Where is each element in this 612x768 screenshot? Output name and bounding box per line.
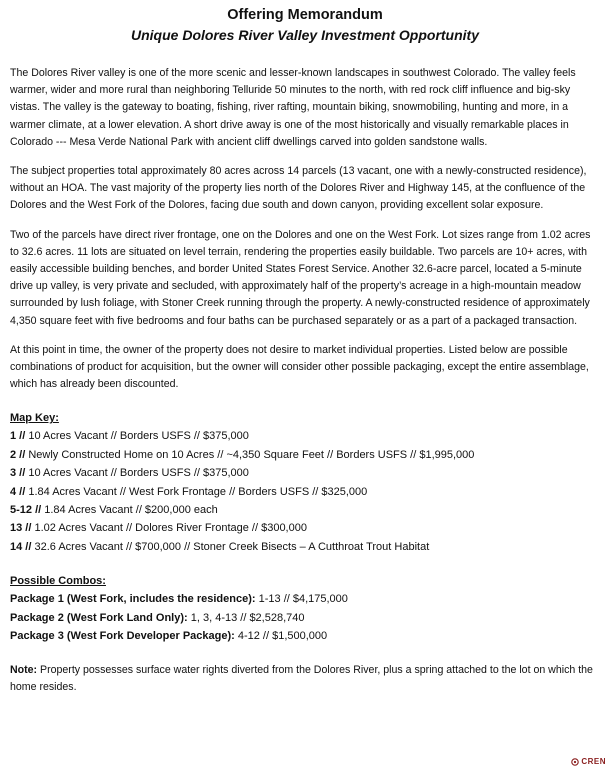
combo-description: 1-13 // $4,175,000: [255, 593, 348, 606]
combo-item: [10, 627, 600, 645]
map-key-description: 1.84 Acres Vacant // West Fork Frontage // Borders USFS // $325,000: [25, 485, 368, 498]
map-key-item: [10, 483, 600, 501]
combo-description: 4-12 // $1,500,000: [234, 630, 328, 643]
combo-label: Package 1 (West Fork, includes the residence):: [10, 593, 256, 606]
map-key-description: 1.84 Acres Vacant // $200,000 each: [41, 504, 218, 517]
map-key-number: 3 //: [10, 467, 26, 480]
combo-item: [10, 609, 600, 627]
map-key-item: [10, 427, 600, 445]
map-key-number: 1 //: [10, 430, 26, 443]
cren-logo-text: CREN: [581, 757, 606, 766]
map-key-list: [10, 427, 600, 556]
paragraph-subject-properties: The subject properties total approximately 80 acres across 14 parcels (13 vacant, one with a newly-constructed residence), without an HOA. The vast majority of the property lies north of the Dolores River and Highway 145, at the confluence of the Dolores and the West Fork of the Dolores, facing due south and down canyon, providing excellent solar exposure.: [10, 165, 587, 212]
combos-heading: Possible Combos:: [10, 575, 106, 588]
map-key-item: [10, 446, 600, 464]
map-key-heading: Map Key:: [10, 412, 59, 425]
combo-description: 1, 3, 4-13 // $2,528,740: [187, 611, 305, 624]
map-key-number: 13 //: [10, 522, 32, 535]
cren-logo: [571, 757, 606, 766]
document-title: Offering Memorandum: [227, 7, 383, 23]
map-key-description: 32.6 Acres Vacant // $700,000 // Stoner Creek Bisects – A Cutthroat Trout Habitat: [31, 540, 430, 553]
cren-mark-icon: [571, 758, 579, 766]
document-subtitle: Unique Dolores River Valley Investment Opportunity: [131, 27, 479, 43]
map-key-item: [10, 538, 600, 556]
paragraph-parcels: Two of the parcels have direct river frontage, one on the Dolores and one on the West Fork. Lot sizes range from 1.02 acres to 32.6 acres. 11 lots are situated on level terrain, rendering the properties easily buildable. Two parcels are 10+ acres, with easily accessible building benches, and border United States Forest Service. Another 32.6-acre parcel, located a 5-minute drive up valley, is very private and secluded, with approximately half of the property’s acreage in a high-mountain meadow surrounded by lush foliage, with Stoner Creek running through the property. A newly-constructed residence of approximately 4,350 square feet with five bedrooms and four baths can be purchased separately or as a part of a packaged transaction.: [10, 228, 591, 327]
note-label: Note:: [10, 663, 38, 676]
map-key-number: 5-12 //: [10, 504, 42, 517]
map-key-description: Newly Constructed Home on 10 Acres // ~4,350 Square Feet // Borders USFS // $1,995,000: [25, 448, 475, 461]
map-key-number: 2 //: [10, 448, 26, 461]
combo-label: Package 3 (West Fork Developer Package):: [10, 630, 235, 643]
combo-item: [10, 590, 600, 608]
map-key-description: 10 Acres Vacant // Borders USFS // $375,000: [25, 430, 249, 443]
note-text: Property possesses surface water rights diverted from the Dolores River, plus a spring attached to the lot on which the home resides.: [10, 663, 593, 693]
map-key-item: [10, 464, 600, 482]
map-key-description: 1.02 Acres Vacant // Dolores River Frontage // $300,000: [31, 522, 307, 535]
map-key-item: [10, 501, 600, 519]
combo-label: Package 2 (West Fork Land Only):: [10, 611, 188, 624]
note-paragraph: [10, 662, 600, 696]
combos-list: [10, 590, 600, 645]
map-key-item: [10, 519, 600, 537]
map-key-number: 14 //: [10, 540, 32, 553]
map-key-number: 4 //: [10, 485, 26, 498]
paragraph-owner-intent: At this point in time, the owner of the property does not desire to market individual properties. Listed below are possible combinations of product for acquisition, but the owner will consider other possible packaging, except the entire assemblage, which has already been discounted.: [10, 343, 589, 391]
map-key-description: 10 Acres Vacant // Borders USFS // $375,000: [25, 467, 249, 480]
paragraph-valley-intro: The Dolores River valley is one of the more scenic and lesser-known landscapes in southwest Colorado. The valley feels warmer, wider and more rural than neighboring Telluride 50 minutes to the north, with red rock cliff influence and big-sky vistas. The valley is the gateway to boating, fishing, river rafting, mountain biking, snowmobiling, hunting and more, in a warmer climate, at a lower elevation. A short drive away is one of the most historically and visually remarkable places in Colorado --- Mesa Verde National Park with ancient cliff dwellings carved into golden sandstone walls.: [10, 67, 576, 148]
